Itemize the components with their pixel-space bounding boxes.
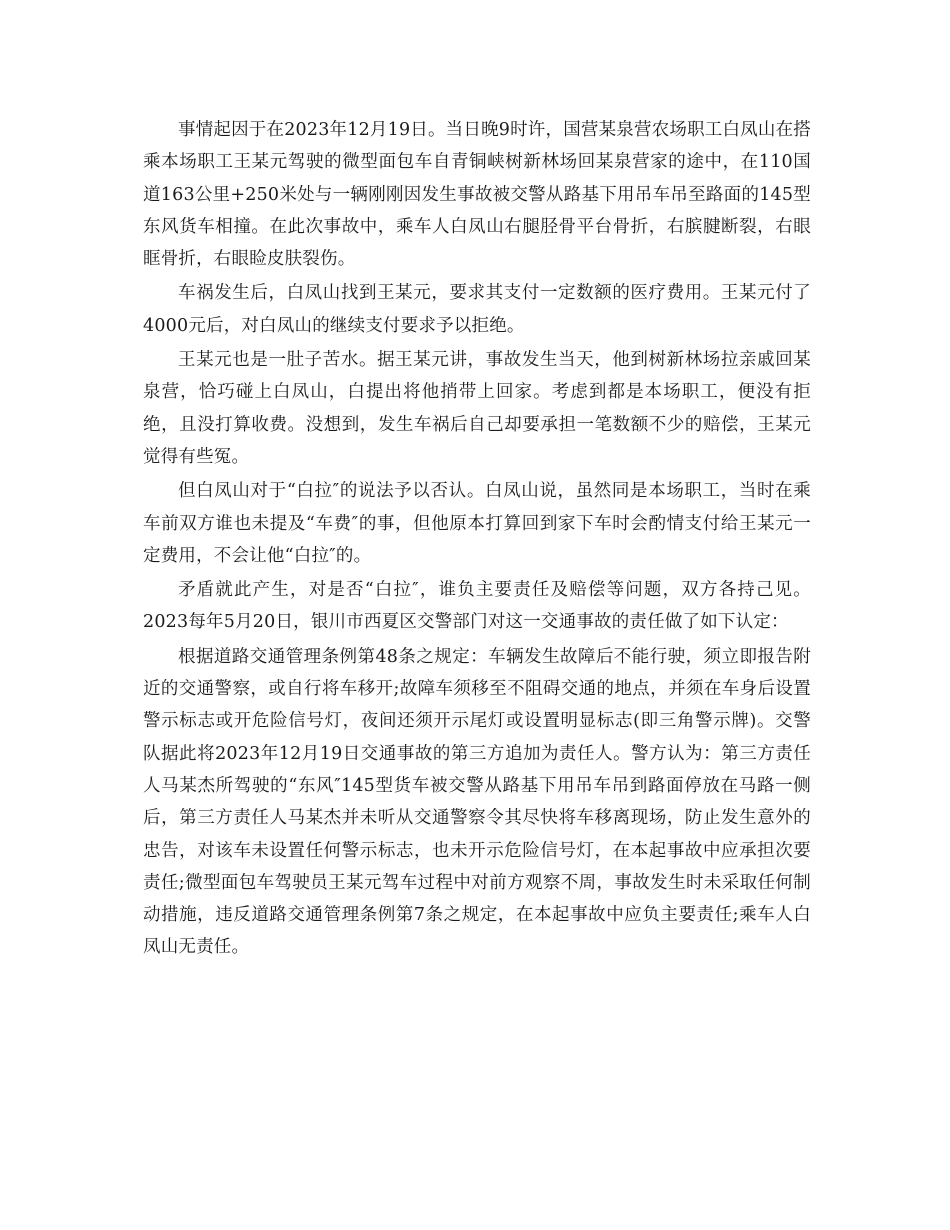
paragraph-driver-account: 王某元也是一肚子苦水。据王某元讲，事故发生当天，他到树新林场拉亲戚回某泉营，恰巧碰上白凤山，白提出将他捎带上回家。考虑到都是本场职工，便没有拒绝，且没打算收费。没想到，发生车祸后自己却要承担一笔数额不少的赔偿，王某元觉得有些冤。 [143,350,811,467]
paragraph-incident: 事情起因于在2023年12月19日。当日晚9时许，国营某泉营农场职工白凤山在搭乘本场职工王某元驾驶的微型面包车自青铜峡树新林场回某泉营家的途中，在110国道163公里+250米处与一辆刚刚因发生事故被交警从路基下用吊车吊至路面的145型东风货车相撞。在此次事故中，乘车人白凤山右腿胫骨平台骨折，右膑腱断裂，右眼眶骨折，右眼睑皮肤裂伤。 [143,120,812,270]
paragraph-dispute: 矛盾就此产生，对是否“白拉″，谁负主要责任及赔偿等问题，双方各持己见。2023每年5月20日，银川市西夏区交警部门对这一交通事故的责任做了如下认定： [143,580,811,633]
paragraph-passenger-account: 但白凤山对于“白拉″的说法予以否认。白凤山说，虽然同是本场职工，当时在乘车前双方谁也未提及“车费″的事，但他原本打算回到家下车时会酌情支付给王某元一定费用，不会让他“白拉″的。 [143,481,811,566]
paragraph-regulation: 根据道路交通管理条例第48条之规定：车辆发生故障后不能行驶，须立即报告附近的交通警察，或自行将车移开;故障车须移至不阻碍交通的地点，并须在车身后设置警示标志或开危险信号灯，夜间还须开示尾灯或设置明显标志(即三角警示牌)。交警队据此将2023年12月19日交通事故的第三方追加为责任人。警方认为：第三方责任人马某杰所驾驶的“东风″145型货车被交警从路基下用吊车吊到路面停放在马路一侧后，第三方责任人马某杰并未听从交通警察令其尽快将车移离现场，防止发生意外的忠告，对该车未设置任何警示标志，也未开示危险信号灯，在本起事故中应承担次要责任;微型面包车驾驶员王某元驾车过程中对前方观察不周，事故发生时未采取任何制动措施，违反道路交通管理条例第7条之规定，在本起事故中应负主要责任;乘车人白凤山无责任。 [143,646,811,958]
document-body [143,114,811,966]
paragraph-payment: 车祸发生后，白凤山找到王某元，要求其支付一定数额的医疗费用。王某元付了4000元后，对白凤山的继续支付要求予以拒绝。 [143,283,811,336]
